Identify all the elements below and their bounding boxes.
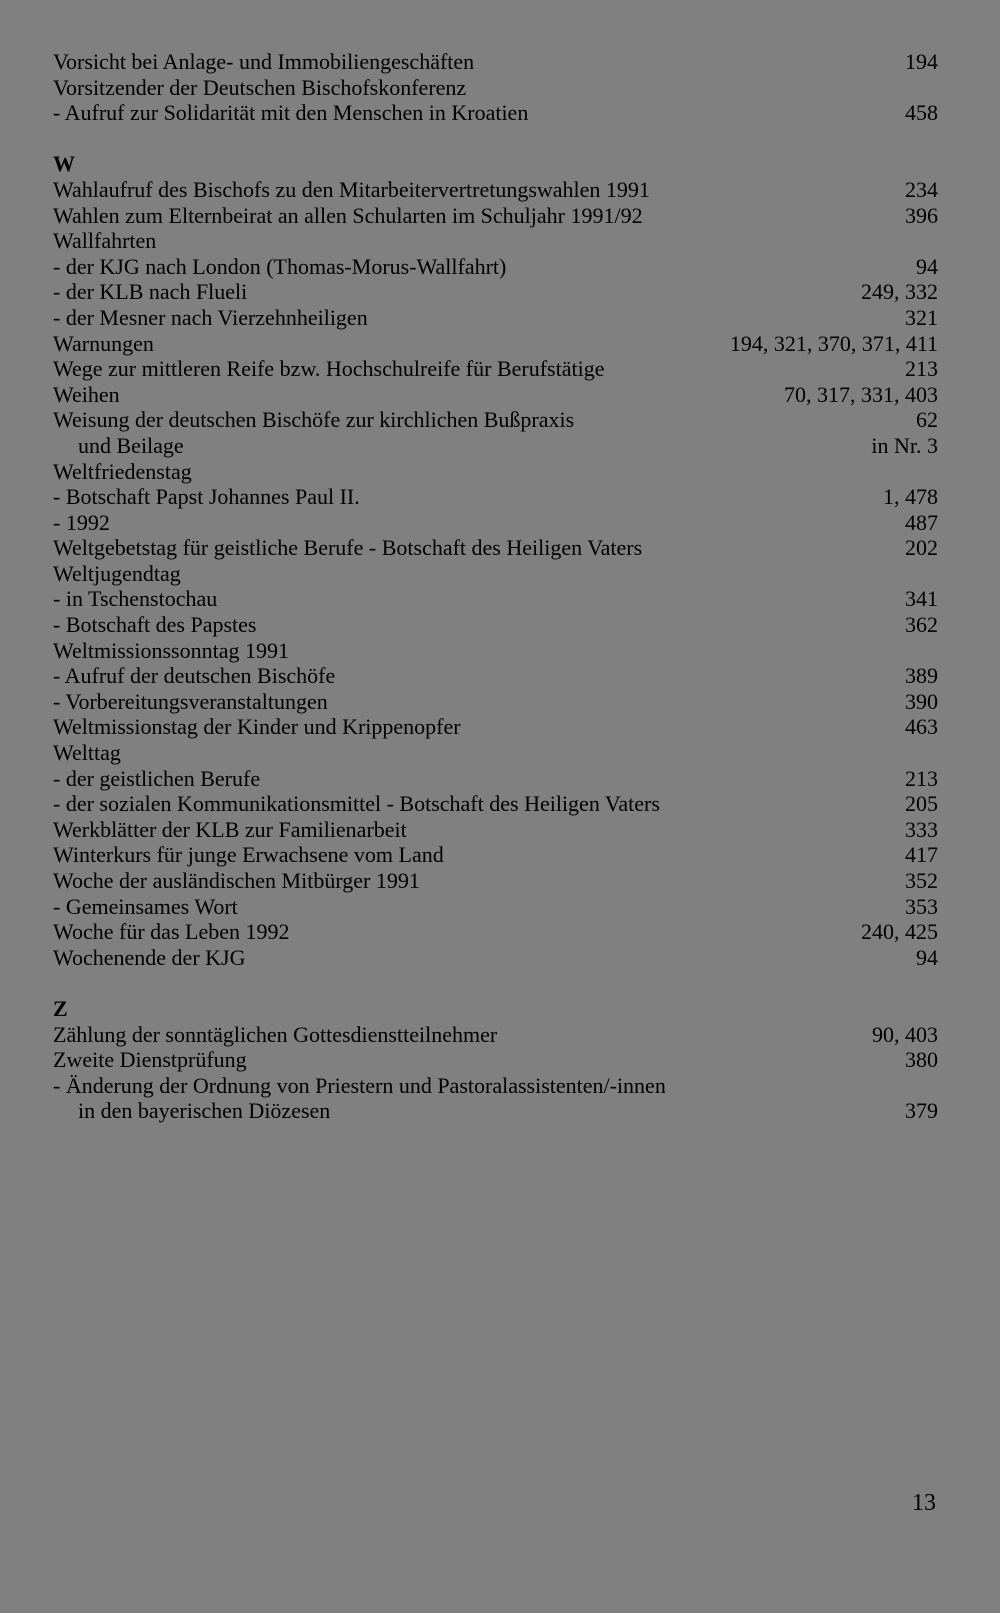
index-entry [53,49,938,75]
index-entry [53,919,938,945]
index-entry [53,254,938,280]
entry-pages: 70, 317, 331, 403 [784,381,938,407]
index-entry [53,305,938,331]
entry-term: Woche für das Leben 1992 [53,919,290,945]
index-entry [53,382,938,408]
entry-term: Vorsicht bei Anlage- und Immobiliengeschäften [53,49,475,74]
entry-pages: 341 [905,586,938,612]
entry-pages: 487 [905,509,938,535]
index-entry [53,279,938,305]
index-entry [53,714,938,740]
index-entry [53,484,938,510]
entry-term: - der sozialen Kommunikationsmittel - Botschaft des Heiligen Vaters [53,791,660,817]
index-entry [53,1047,938,1073]
index-entry [53,638,938,664]
entry-term: - der KJG nach London (Thomas-Morus-Wallfahrt) [53,253,507,279]
index-entry [53,407,938,433]
entry-pages: 205 [905,791,938,817]
section-heading-w: W [53,151,75,177]
entry-term: Winterkurs für junge Erwachsene vom Land [53,842,444,868]
entry-pages: 194 [905,49,938,74]
index-entry [53,356,938,382]
entry-term: Weltmissionssonntag 1991 [53,637,289,663]
index-entry [53,433,938,459]
entry-pages: 234 [905,176,938,202]
index-entry [53,203,938,229]
entry-term: Weltfriedenstag [53,458,192,484]
index-entry [53,535,938,561]
subject-index [53,49,938,1124]
entry-pages: 389 [905,663,938,689]
entry-term: in den bayerischen Diözesen [78,1098,331,1124]
section-spacer [53,970,938,996]
index-entry [53,177,938,203]
section-heading-z: Z [53,995,68,1021]
entry-pages: 62 [916,407,938,433]
entry-pages: 390 [905,688,938,714]
index-entry [53,817,938,843]
entry-term: - Botschaft des Papstes [53,612,257,638]
entry-term: Wallfahrten [53,228,157,254]
entry-term: Woche der ausländischen Mitbürger 1991 [53,868,420,893]
entry-term: - Aufruf der deutschen Bischöfe [53,663,336,689]
entry-pages: 458 [905,100,938,126]
entry-term: Wochenende der KJG [53,944,246,970]
entry-term: Vorsitzender der Deutschen Bischofskonferenz [53,74,467,100]
entry-term: Zweite Dienstprüfung [53,1047,247,1073]
entry-term: Weihen [53,381,120,407]
entry-pages: in Nr. 3 [871,432,938,458]
entry-pages: 1, 478 [883,484,938,510]
entry-term: Weisung der deutschen Bischöfe zur kirchlichen Bußpraxis [53,407,575,433]
entry-pages: 463 [905,714,938,740]
entry-term: - Aufruf zur Solidarität mit den Menschen in Kroatien [53,100,529,126]
entry-term: Warnungen [53,330,154,356]
entry-pages: 379 [905,1098,938,1124]
index-entry [53,945,938,971]
index-entry [53,586,938,612]
entry-pages: 333 [905,816,938,842]
entry-term: - Gemeinsames Wort [53,893,238,919]
entry-pages: 249, 332 [861,279,938,305]
entry-term: Wege zur mittleren Reife bzw. Hochschulreife für Berufstätige [53,356,605,382]
page-number: 13 [912,1490,936,1516]
entry-term: Weltgebetstag für geistliche Berufe - Botschaft des Heiligen Vaters [53,535,643,561]
index-entry [53,689,938,715]
index-entry [53,561,938,587]
index-entry [53,100,938,126]
index-entry [53,868,938,894]
index-entry [53,459,938,485]
entry-term: - der Mesner nach Vierzehnheiligen [53,304,368,330]
entry-term: Welttag [53,740,121,766]
entry-pages: 352 [905,868,938,893]
index-entry [53,842,938,868]
entry-pages: 213 [905,765,938,791]
entry-pages: 417 [905,842,938,868]
index-entry [53,663,938,689]
index-entry [53,75,938,101]
entry-term: Wahlaufruf des Bischofs zu den Mitarbeitervertretungswahlen 1991 [53,176,650,202]
entry-pages: 380 [905,1047,938,1073]
entry-pages: 240, 425 [861,919,938,945]
index-entry [53,510,938,536]
entry-pages: 90, 403 [872,1021,938,1047]
section-spacer [53,126,938,152]
index-entry [53,1073,938,1099]
entry-term: Wahlen zum Elternbeirat an allen Schularten im Schuljahr 1991/92 [53,202,643,228]
index-entry [53,1022,938,1048]
entry-pages: 396 [905,202,938,228]
index-entry [53,1098,938,1124]
entry-pages: 94 [916,944,938,970]
entry-term: - der geistlichen Berufe [53,765,261,791]
entry-pages: 353 [905,893,938,919]
index-entry [53,612,938,638]
entry-term: und Beilage [78,432,184,458]
entry-pages: 194, 321, 370, 371, 411 [729,330,938,356]
entry-term: Weltjugendtag [53,560,181,586]
index-entry [53,766,938,792]
entry-term: - der KLB nach Flueli [53,279,248,305]
entry-term: - 1992 [53,509,110,535]
entry-term: Werkblätter der KLB zur Familienarbeit [53,816,407,842]
entry-term: Weltmissionstag der Kinder und Krippenopfer [53,714,461,740]
index-entry [53,740,938,766]
entry-term: - in Tschenstochau [53,586,218,612]
index-entry [53,791,938,817]
entry-pages: 321 [905,304,938,330]
entry-pages: 94 [916,253,938,279]
entry-pages: 213 [905,356,938,382]
index-entry [53,894,938,920]
entry-pages: 362 [905,612,938,638]
entry-term: - Änderung der Ordnung von Priestern und Pastoralassistenten/-innen [53,1072,666,1098]
entry-term: - Vorbereitungsveranstaltungen [53,688,328,714]
index-entry [53,228,938,254]
entry-term: - Botschaft Papst Johannes Paul II. [53,484,360,510]
entry-pages: 202 [905,535,938,561]
entry-term: Zählung der sonntäglichen Gottesdienstteilnehmer [53,1021,498,1047]
index-entry [53,331,938,357]
